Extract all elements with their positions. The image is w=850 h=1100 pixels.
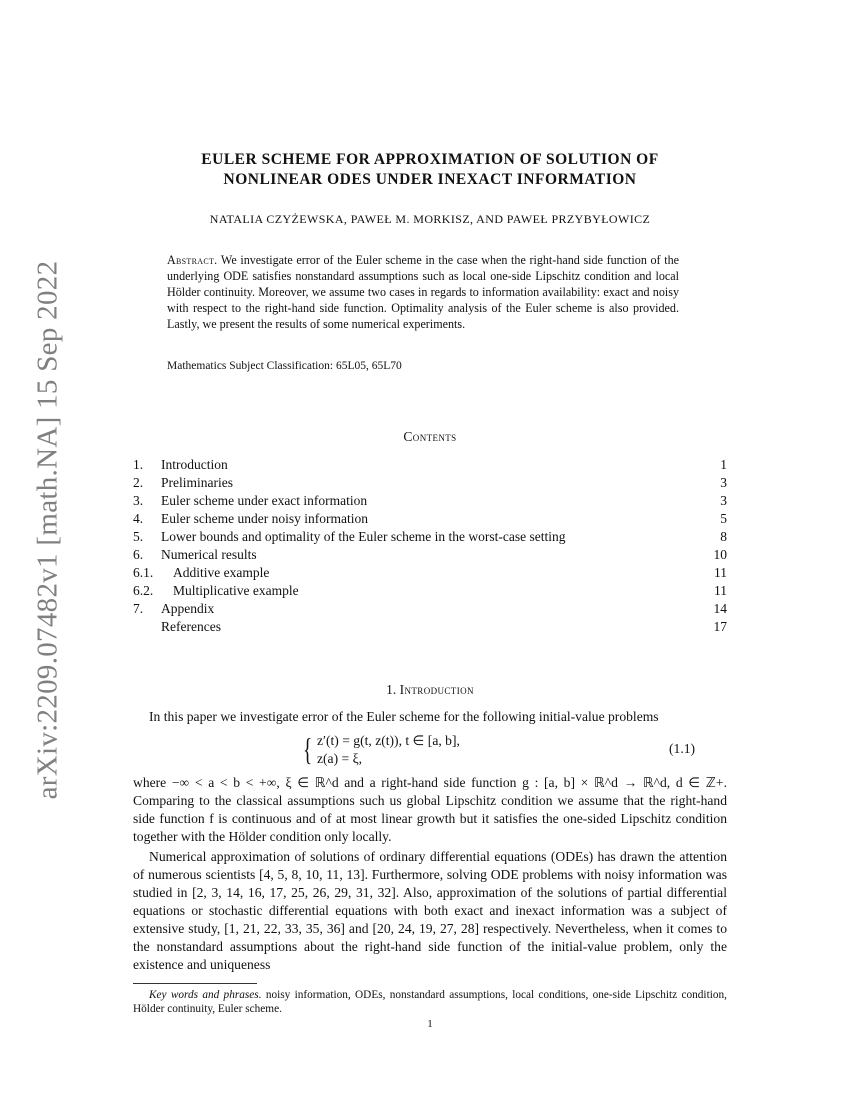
toc-number: 1. [133, 457, 144, 472]
toc-label: Euler scheme under noisy information [161, 511, 368, 526]
footnote-text: noisy information, ODEs, nonstandard assumptions, local conditions, one-side Lipschitz condition, Hölder continuity, Euler scheme. [133, 989, 727, 1015]
table-of-contents [133, 456, 727, 636]
toc-number: 3. [133, 493, 144, 508]
arxiv-sidebar-stamp [28, 260, 68, 800]
toc-entry[interactable] [133, 618, 727, 636]
toc-entry[interactable] [133, 528, 727, 546]
toc-label: References [161, 619, 221, 634]
contents-heading: Contents [403, 429, 457, 444]
footnote-lead: Key words and phrases. [149, 989, 262, 1001]
toc-page: 3 [720, 493, 727, 508]
abstract-heading: Abstract. [167, 253, 218, 267]
author-list: NATALIA CZYŻEWSKA, PAWEŁ M. MORKISZ, AND PAWEŁ PRZYBYŁOWICZ [209, 212, 651, 226]
equation-1-1 [303, 732, 460, 768]
equation-number: (1.1) [669, 741, 696, 756]
toc-label: Preliminaries [161, 475, 233, 490]
equation-line-2: z(a) = ξ, [317, 751, 363, 766]
toc-page: 10 [713, 547, 727, 562]
msc-classification: Mathematics Subject Classification: 65L05, 65L70 [167, 360, 402, 372]
toc-label: Numerical results [161, 547, 257, 562]
toc-number: 5. [133, 529, 144, 544]
toc-entry[interactable] [133, 456, 727, 474]
title-line-2: NONLINEAR ODES UNDER INEXACT INFORMATION [223, 171, 637, 188]
section-heading-introduction [133, 682, 727, 698]
footnote-keywords [133, 988, 727, 1016]
title-line-1: EULER SCHEME FOR APPROXIMATION OF SOLUTION OF [201, 151, 659, 168]
toc-number [133, 618, 161, 636]
paragraph-literature-text: Numerical approximation of solutions of ordinary differential equations (ODEs) has drawn the attention of numerous scientists [4, 5, 8, 10, 11, 13]. Furthermore, solving ODE problems with noisy information was studied in [2, 3, 14, 16, 17, 25, 26, 29, 31, 32]. Also, approximation of the solutions of partial differential equations or stochastic differential equations with both exact and inexact information was a subject of extensive study, [1, 21, 22, 33, 35, 36] and [20, 24, 19, 27, 28] respectively. Nevertheless, when it comes to the nonstandard assumptions about the right-hand side function of the initial-value problem, only the existence and uniqueness [133, 849, 727, 972]
section-title: Introduction [399, 682, 474, 697]
page-number: 1 [427, 1018, 433, 1030]
abstract-text: We investigate error of the Euler scheme in the case when the right-hand side function of the underlying ODE satisfies nonstandard assumptions such as local one-side Lipschitz condition and local Hölder continuity. Moreover, we assume two cases in regards to information availability: exact and noisy with respect to the right-hand side function. Optimality analysis of the Euler scheme is also provided. Lastly, we present the results of some numerical experiments. [167, 253, 679, 331]
abstract [167, 252, 679, 332]
footnote-rule [133, 983, 257, 984]
section-number: 1. [386, 682, 397, 697]
toc-number: 7. [133, 601, 144, 616]
toc-page: 17 [713, 619, 727, 634]
toc-label: Appendix [161, 601, 215, 616]
toc-entry[interactable] [133, 474, 727, 492]
toc-number: 6. [133, 547, 144, 562]
toc-page: 5 [720, 511, 727, 526]
toc-page: 3 [720, 475, 727, 490]
toc-label: Euler scheme under exact information [161, 493, 368, 508]
toc-label: Introduction [161, 457, 228, 472]
paper-title [133, 150, 727, 190]
toc-entry[interactable] [133, 564, 727, 582]
equation-line-1: z′(t) = g(t, z(t)), t ∈ [a, b], [317, 733, 460, 748]
toc-page: 11 [714, 565, 727, 580]
toc-entry[interactable] [133, 582, 727, 600]
toc-label: Lower bounds and optimality of the Euler scheme in the worst-case setting [161, 529, 566, 544]
toc-page: 11 [714, 583, 727, 598]
toc-entry[interactable] [133, 510, 727, 528]
toc-entry[interactable] [133, 546, 727, 564]
toc-page: 1 [720, 457, 727, 472]
toc-number: 4. [133, 511, 144, 526]
left-brace: { [303, 731, 313, 767]
arxiv-identifier: arXiv:2209.07482v1 [math.NA] 15 Sep 2022 [31, 260, 64, 800]
paragraph-assumptions: where −∞ < a < b < +∞, ξ ∈ ℝ^d and a right-hand side function g : [a, b] × ℝ^d → ℝ^d, d ∈ ℤ+. Comparing to the classical assumptions such us global Lipschitz condition we assume that the right-hand side function f is continuous and of at most linear growth but it satisfies the one-sided Lipschitz condition together with the Hölder condition only locally. [133, 775, 727, 844]
toc-entry[interactable] [133, 492, 727, 510]
toc-number: 6.2. [133, 583, 154, 598]
paragraph-intro [133, 708, 727, 726]
toc-number: 2. [133, 475, 144, 490]
toc-label: Additive example [173, 565, 270, 580]
paragraph-literature [133, 848, 727, 974]
toc-number: 6.1. [133, 565, 154, 580]
toc-entry[interactable] [133, 600, 727, 618]
toc-page: 8 [720, 529, 727, 544]
toc-page: 14 [713, 601, 727, 616]
toc-label: Multiplicative example [173, 583, 299, 598]
paragraph-intro-text: In this paper we investigate error of the Euler scheme for the following initial-value problems [149, 709, 659, 724]
